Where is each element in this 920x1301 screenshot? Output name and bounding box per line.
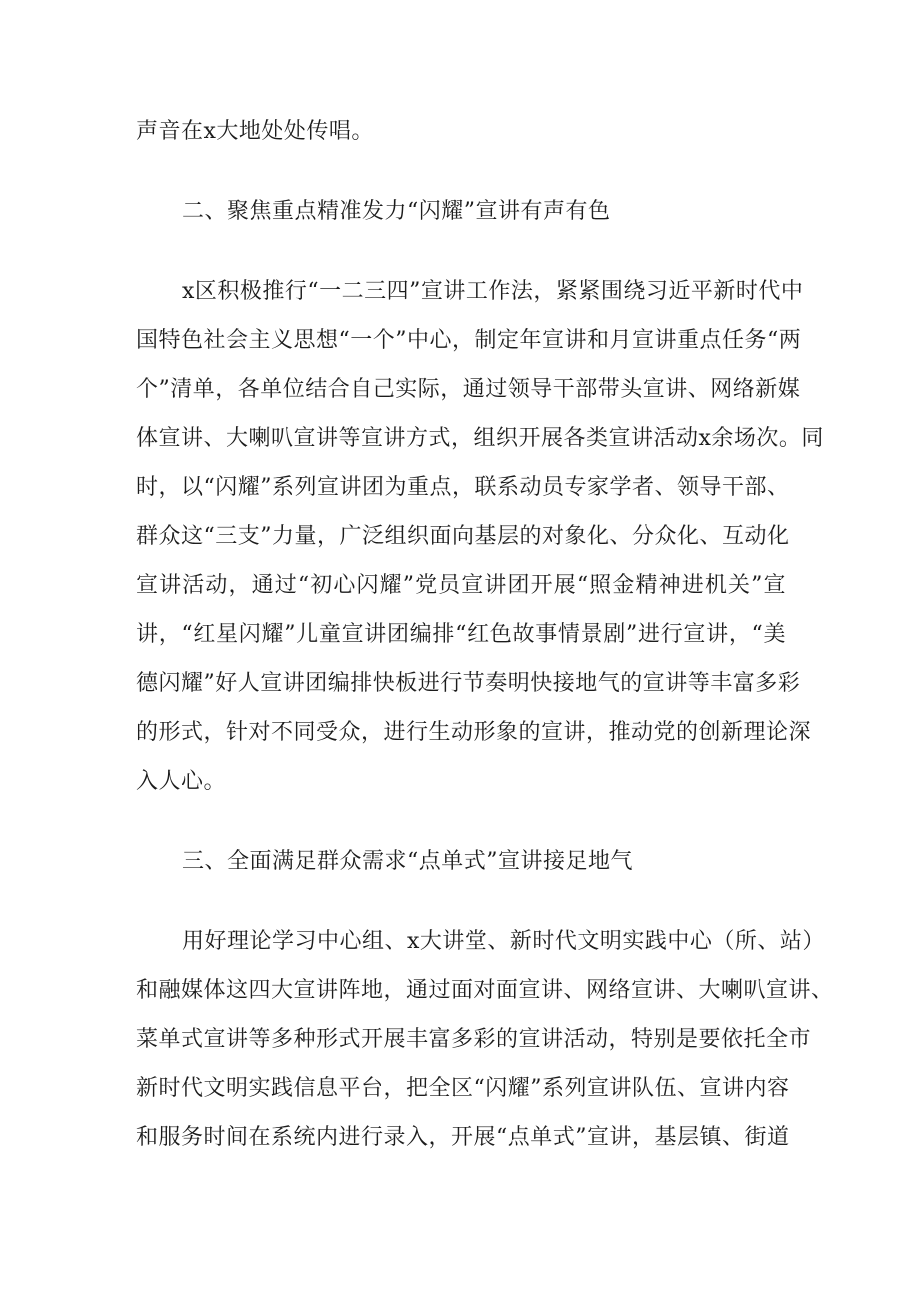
section-heading-3: 三、全面满足群众需求“点单式”宣讲接足地气 bbox=[182, 849, 633, 874]
paragraph-line: 和融媒体这四大宣讲阵地，通过面对面宣讲、网络宣讲、大喇叭宣讲、 bbox=[136, 978, 834, 1003]
paragraph-line: 体宣讲、大喇叭宣讲等宣讲方式，组织开展各类宣讲活动x余场次。同 bbox=[136, 426, 824, 451]
paragraph-line: 时，以“闪耀”系列宣讲团为重点，联系动员专家学者、领导干部、 bbox=[136, 475, 790, 500]
paragraph-line: 用好理论学习中心组、x大讲堂、新时代文明实践中心（所、站） bbox=[182, 929, 825, 954]
paragraph-line: 个”清单，各单位结合自己实际，通过领导干部带头宣讲、网络新媒 bbox=[136, 377, 801, 402]
continuation-line: 声音在x大地处处传唱。 bbox=[136, 119, 374, 144]
paragraph-line: 宣讲活动，通过“初心闪耀”党员宣讲团开展“照金精神进机关”宣 bbox=[136, 573, 786, 598]
paragraph-line: 新时代文明实践信息平台，把全区“闪耀”系列宣讲队伍、宣讲内容 bbox=[136, 1076, 790, 1101]
paragraph-line: 讲，“红星闪耀”儿童宣讲团编排“红色故事情景剧”进行宣讲，“美 bbox=[136, 622, 786, 647]
paragraph-line: 菜单式宣讲等多种形式开展丰富多彩的宣讲活动，特别是要依托全市 bbox=[136, 1027, 812, 1052]
paragraph-line: 入人心。 bbox=[136, 769, 227, 794]
paragraph-line: x区积极推行“一二三四”宣讲工作法，紧紧围绕习近平新时代中 bbox=[182, 279, 804, 304]
section-heading-2: 二、聚焦重点精准发力“闪耀”宣讲有声有色 bbox=[182, 199, 611, 224]
paragraph-line: 群众这“三支”力量，广泛组织面向基层的对象化、分众化、互动化 bbox=[136, 524, 790, 549]
paragraph-line: 和服务时间在系统内进行录入，开展“点单式”宣讲，基层镇、街道 bbox=[136, 1125, 790, 1150]
paragraph-line: 德闪耀”好人宣讲团编排快板进行节奏明快接地气的宣讲等丰富多彩 bbox=[136, 671, 801, 696]
paragraph-line: 的形式，针对不同受众，进行生动形象的宣讲，推动党的创新理论深 bbox=[136, 720, 812, 745]
paragraph-line: 国特色社会主义思想“一个”中心，制定年宣讲和月宣讲重点任务“两 bbox=[136, 328, 802, 353]
